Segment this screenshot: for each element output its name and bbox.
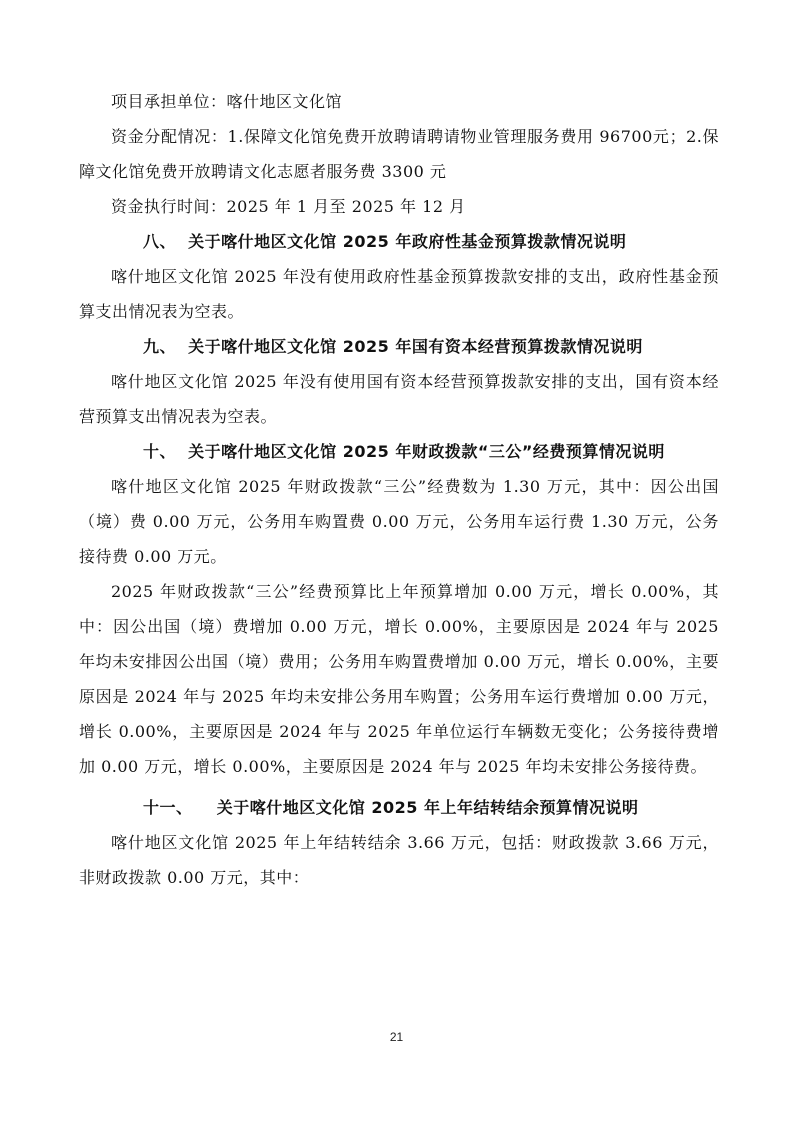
carryover-paragraph: 喀什地区文化馆 2025 年上年结转结余 3.66 万元，包括：财政拨款 3.66 万元，非财政拨款 0.00 万元，其中： [79, 833, 719, 887]
section-10-title: 关于喀什地区文化馆 2025 年财政拨款“三公”经费预算情况说明 [188, 442, 665, 461]
section-10-number: 十、 [143, 442, 177, 461]
section-8-title: 关于喀什地区文化馆 2025 年政府性基金预算拨款情况说明 [188, 232, 627, 251]
section-11-heading [79, 790, 719, 825]
section-8-heading [79, 224, 719, 259]
section-9-title: 关于喀什地区文化馆 2025 年国有资本经营预算拨款情况说明 [188, 337, 643, 356]
section-9-number: 九、 [143, 337, 177, 356]
gov-fund-paragraph: 喀什地区文化馆 2025 年没有使用政府性基金预算拨款安排的支出，政府性基金预算支出情况表为空表。 [79, 267, 719, 321]
three-public-comparison-paragraph: 2025 年财政拨款“三公”经费预算比上年预算增加 0.00 万元，增长 0.00%，其中：因公出国（境）费增加 0.00 万元，增长 0.00%，主要原因是 2024 年与 2025 年均未安排因公出国（境）费用；公务用车购置费增加 0.00 万元，增长 0.00%，主要原因是 2024 年与 2025 年均未安排公务用车购置；公务用车运行费增加 0.00 万元，增长 0.00%，主要原因是 2024 年与 2025 年单位运行车辆数无变化；公务接待费增加 0.00 万元，增长 0.00%，主要原因是 2024 年与 2025 年均未安排公务接待费。 [79, 582, 719, 776]
document-body [79, 84, 719, 895]
three-public-funds-paragraph: 喀什地区文化馆 2025 年财政拨款“三公”经费数为 1.30 万元，其中：因公出国（境）费 0.00 万元，公务用车购置费 0.00 万元，公务用车运行费 1.30 万元，公务接待费 0.00 万元。 [79, 477, 719, 566]
section-8-number: 八、 [143, 232, 177, 251]
section-11-number: 十一、 [143, 798, 193, 817]
page-number: 21 [389, 1030, 404, 1044]
section-9-heading [79, 329, 719, 364]
section-10-heading [79, 434, 719, 469]
state-capital-paragraph: 喀什地区文化馆 2025 年没有使用国有资本经营预算拨款安排的支出，国有资本经营预算支出情况表为空表。 [79, 372, 719, 426]
section-11-title: 关于喀什地区文化馆 2025 年上年结转结余预算情况说明 [216, 798, 639, 817]
fund-execution-paragraph: 资金执行时间：2025 年 1 月至 2025 年 12 月 [111, 197, 466, 216]
fund-allocation-paragraph: 资金分配情况：1.保障文化馆免费开放聘请聘请物业管理服务费用 96700元；2.保障文化馆免费开放聘请文化志愿者服务费 3300 元 [79, 127, 719, 181]
project-unit-paragraph: 项目承担单位：喀什地区文化馆 [111, 92, 343, 111]
